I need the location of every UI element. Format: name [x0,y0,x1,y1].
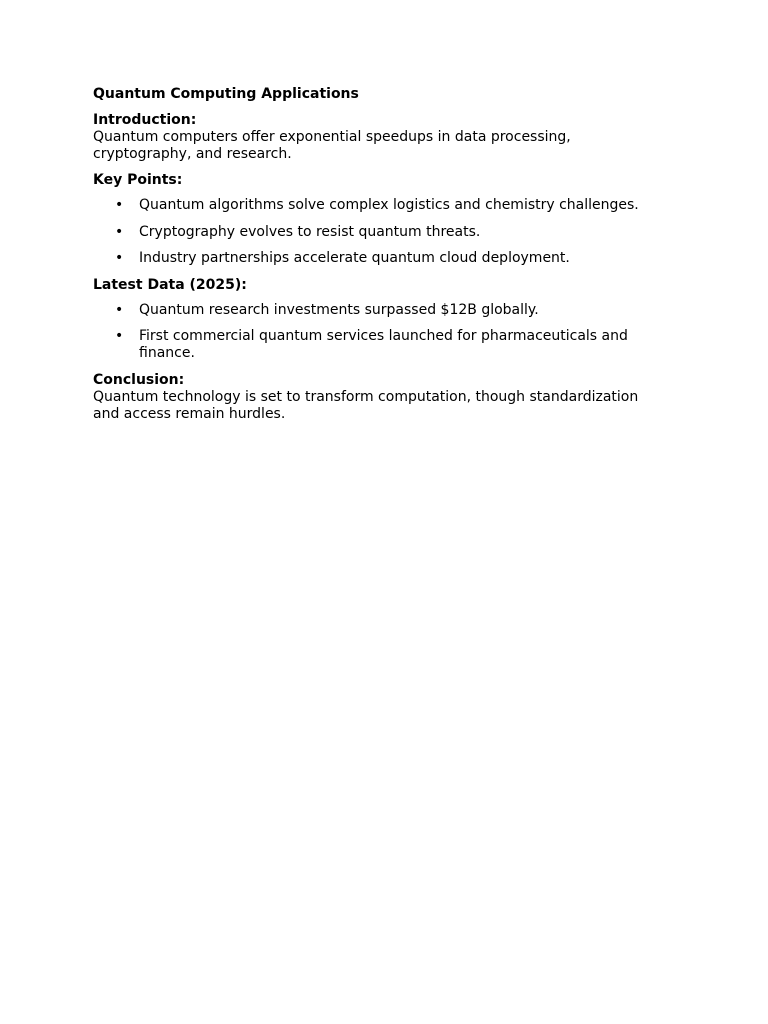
bullet-icon: • [115,250,124,266]
latest-data-list [93,302,663,363]
conclusion-text: Quantum technology is set to transform computation, though standardization and access remain hurdles. [93,388,639,422]
list-item [93,302,663,319]
list-item-text: First commercial quantum services launched for pharmaceuticals and finance. [139,328,628,361]
list-item [93,328,663,362]
latest-data-heading: Latest Data (2025): [93,276,247,293]
bullet-icon: • [115,328,124,344]
key-points-heading: Key Points: [93,172,183,188]
list-item-text: Quantum research investments surpassed $12B globally. [139,301,539,318]
introduction-text: Quantum computers offer exponential speedups in data processing, cryptography, and research. [93,129,571,162]
list-item [93,197,663,214]
list-item-text: Industry partnerships accelerate quantum cloud deployment. [139,250,570,266]
bullet-icon: • [115,197,124,213]
conclusion-heading: Conclusion: [93,371,185,388]
list-item-text: Quantum algorithms solve complex logistics and chemistry challenges. [139,197,639,213]
key-points-list [93,197,663,267]
list-item-text: Cryptography evolves to resist quantum threats. [139,223,481,240]
bullet-icon: • [115,301,124,318]
bullet-icon: • [115,223,124,240]
introduction-heading: Introduction: [93,112,197,128]
list-item [93,250,663,267]
document-title: Quantum Computing Applications [93,86,359,102]
list-item [93,224,663,241]
document-page [93,86,663,432]
